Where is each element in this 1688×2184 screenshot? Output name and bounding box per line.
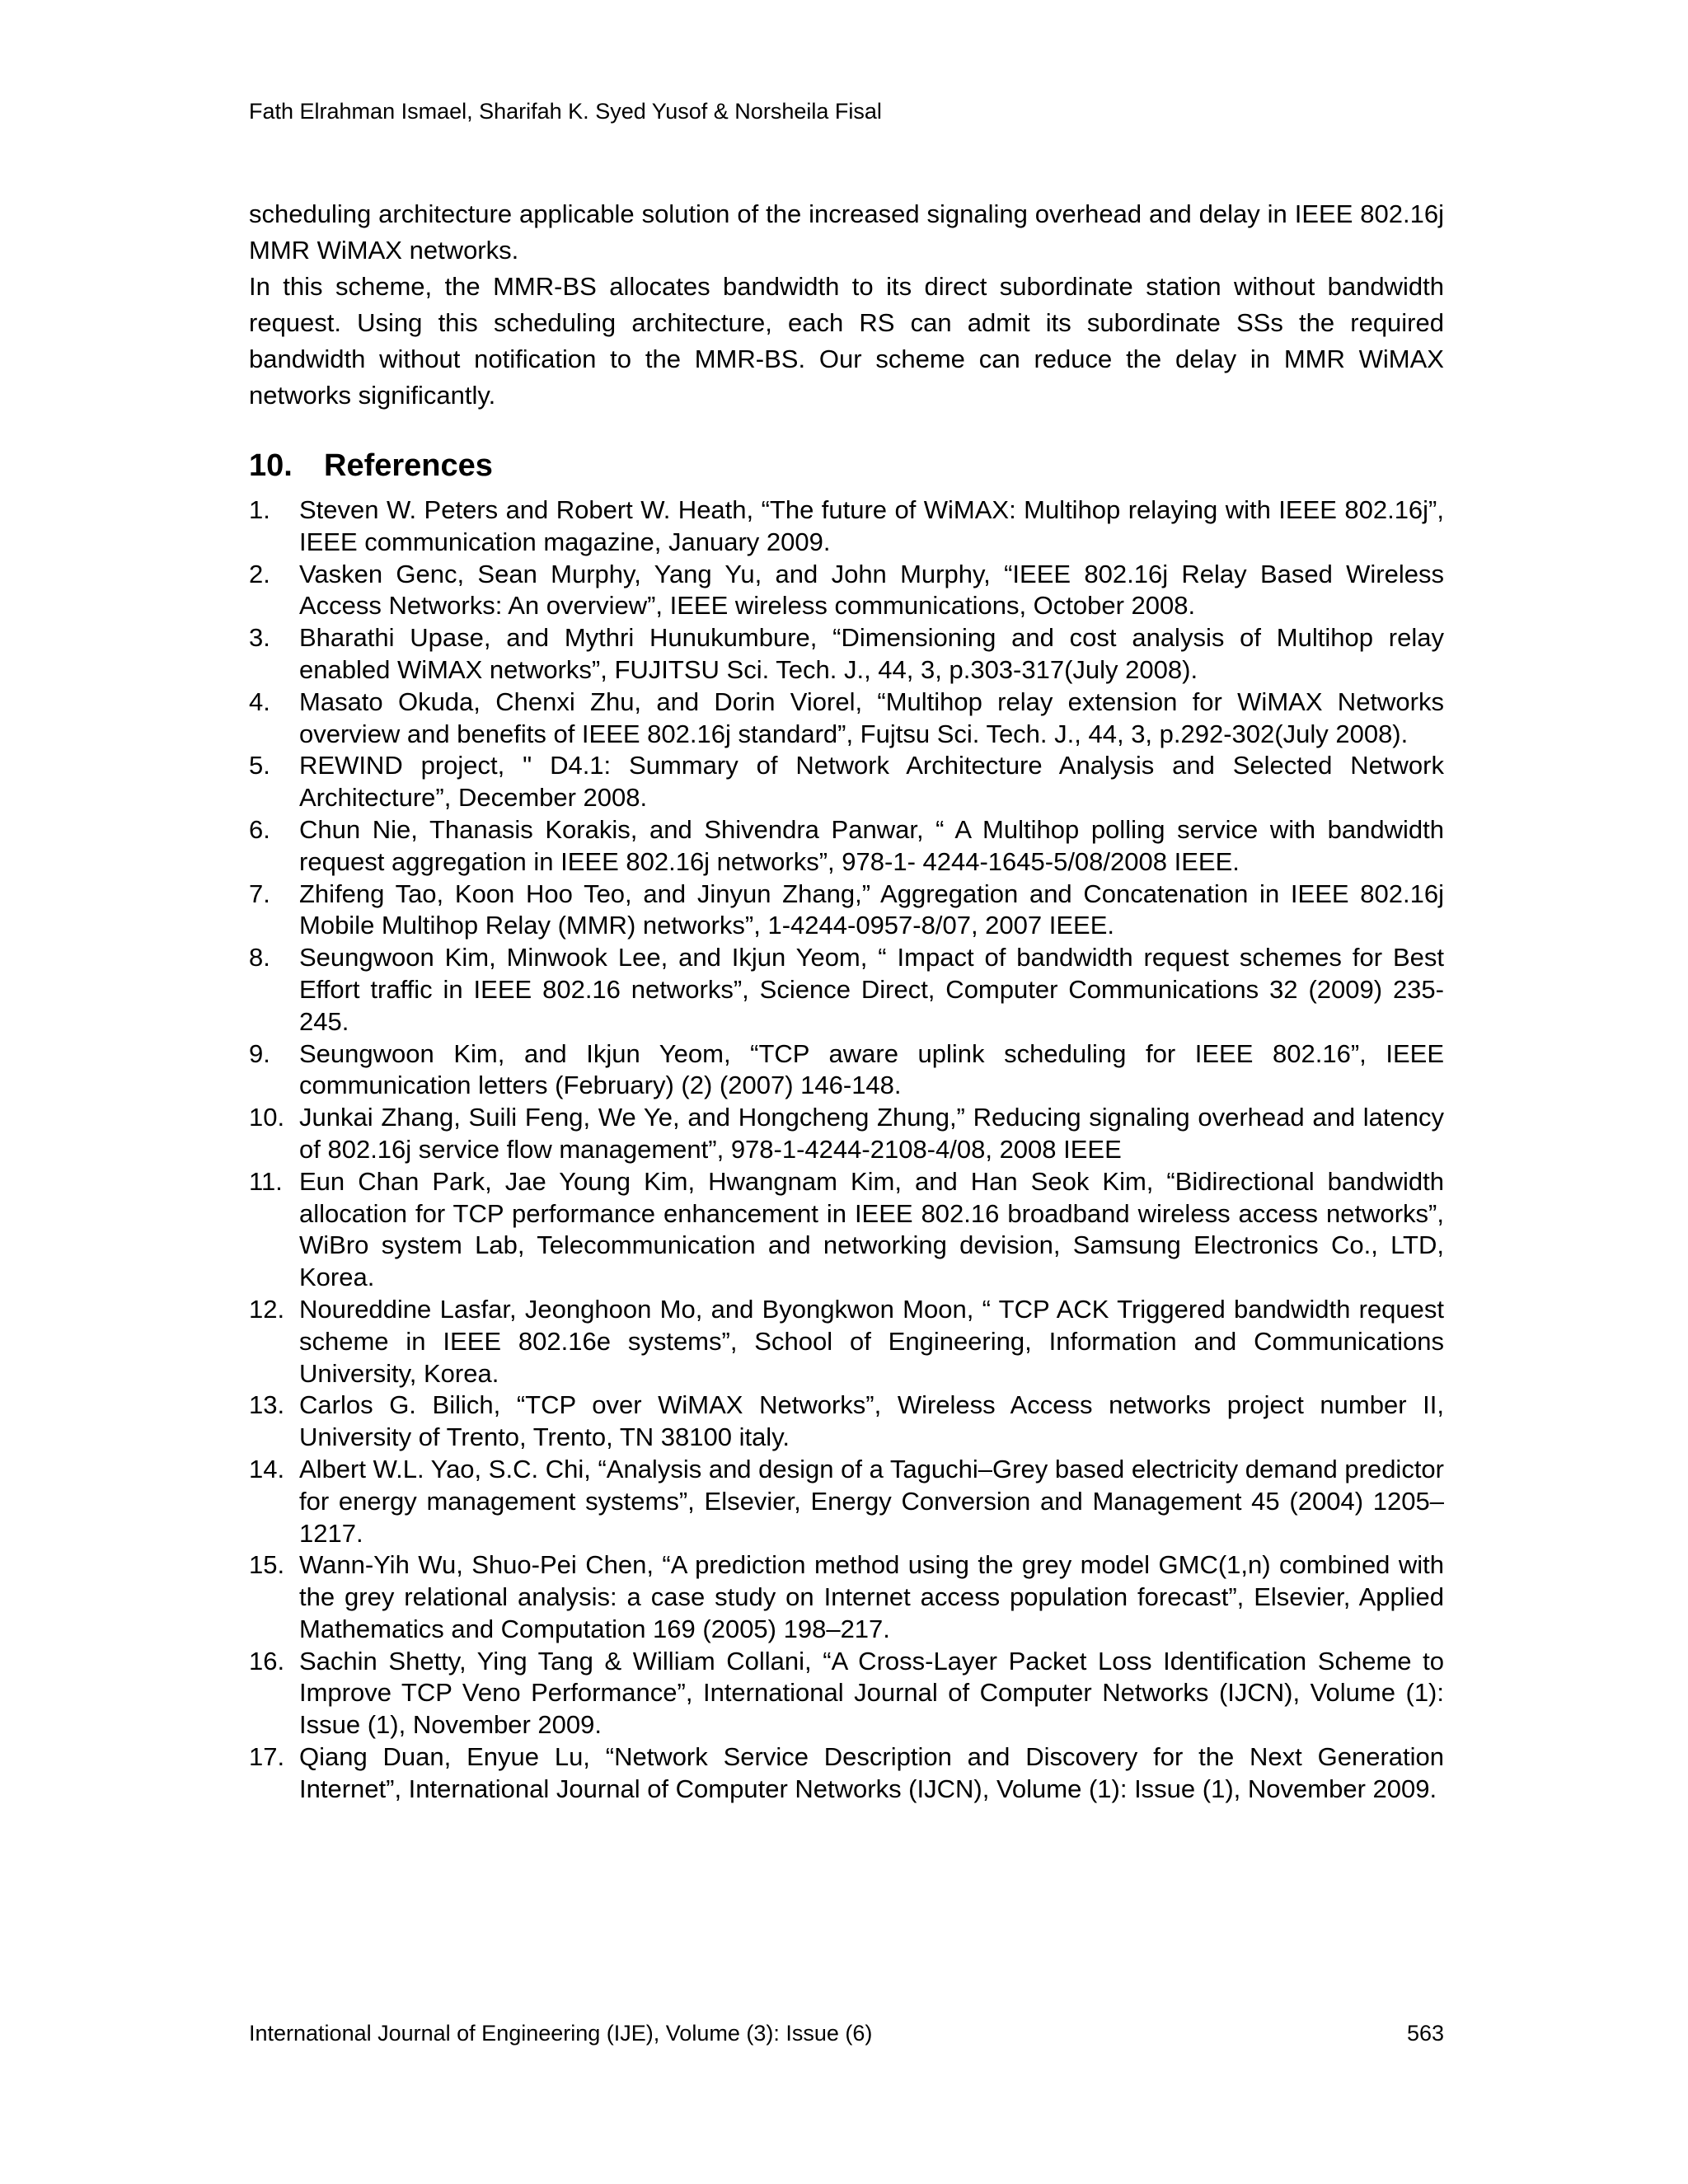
references-heading — [249, 445, 493, 486]
reference-text: Seungwoon Kim, and Ikjun Yeom, “TCP aware uplink scheduling for IEEE 802.16”, IEEE communication letters (February) (2) (2007) 146-148. — [299, 1038, 1444, 1100]
reference-number: 12. — [249, 1294, 285, 1324]
reference-text: Junkai Zhang, Suili Feng, We Ye, and Hongcheng Zhung,” Reducing signaling overhead and latency of 802.16j service flow management”, 978-1-4244-2108-4/08, 2008 IEEE — [299, 1103, 1444, 1164]
section-number: 10. — [249, 448, 293, 483]
reference-item — [249, 1549, 1444, 1645]
reference-text: Vasken Genc, Sean Murphy, Yang Yu, and John Murphy, “IEEE 802.16j Relay Based Wireless Access Networks: An overview”, IEEE wireless communications, October 2008. — [299, 559, 1444, 621]
reference-item — [249, 1294, 1444, 1390]
reference-text: Wann-Yih Wu, Shuo-Pei Chen, “A prediction method using the grey model GMC(1,n) combined with the grey relational analysis: a case study on Internet access population forecast”, Elsevier, Applied Mathematics and Computation 169 (2005) 198–217. — [299, 1550, 1444, 1643]
reference-number: 16. — [249, 1646, 285, 1675]
reference-text: Noureddine Lasfar, Jeonghoon Mo, and Byongkwon Moon, “ TCP ACK Triggered bandwidth request scheme in IEEE 802.16e systems”, School of Engineering, Information and Communications University, Korea. — [299, 1294, 1444, 1388]
reference-text: Qiang Duan, Enyue Lu, “Network Service Description and Discovery for the Next Generation Internet”, International Journal of Computer Networks (IJCN), Volume (1): Issue (1), November 2009. — [299, 1742, 1444, 1803]
reference-text: Eun Chan Park, Jae Young Kim, Hwangnam Kim, and Han Seok Kim, “Bidirectional bandwidth allocation for TCP performance enhancement in IEEE 802.16 broadband wireless access networks”, WiBro system Lab, Telecommunication and networking devision, Samsung Electronics Co., LTD, Korea. — [299, 1166, 1444, 1292]
section-title: References — [324, 448, 493, 483]
page-header: Fath Elrahman Ismael, Sharifah K. Syed Yusof & Norsheila Fisal — [249, 99, 882, 124]
reference-number: 3. — [249, 623, 270, 653]
reference-item — [249, 494, 1444, 559]
body-text — [249, 196, 1444, 414]
reference-list — [249, 494, 1444, 1806]
reference-number: 11. — [249, 1166, 283, 1196]
reference-item — [249, 1454, 1444, 1549]
reference-number: 8. — [249, 943, 270, 972]
reference-item — [249, 1166, 1444, 1294]
reference-text: Bharathi Upase, and Mythri Hunukumbure, “Dimensioning and cost analysis of Multihop relay enabled WiMAX networks”, FUJITSU Sci. Tech. J., 44, 3, p.303-317(July 2008). — [299, 623, 1444, 684]
reference-item — [249, 942, 1444, 1038]
reference-text: REWIND project, " D4.1: Summary of Network Architecture Analysis and Selected Network Architecture”, December 2008. — [299, 751, 1444, 813]
reference-number: 1. — [249, 495, 270, 524]
reference-item — [249, 1390, 1444, 1454]
page-footer — [249, 2019, 1444, 2047]
reference-number: 10. — [249, 1103, 285, 1132]
reference-number: 17. — [249, 1742, 285, 1772]
body-paragraph: In this scheme, the MMR-BS allocates bandwidth to its direct subordinate station without bandwidth request. Using this scheduling architecture, each RS can admit its subordinate SSs the required bandwidth without notification to the MMR-BS. Our scheme can reduce the delay in MMR WiMAX networks significantly. — [249, 272, 1444, 410]
reference-number: 2. — [249, 559, 270, 588]
page-number: 563 — [1406, 2021, 1444, 2046]
reference-item — [249, 750, 1444, 814]
body-paragraph: scheduling architecture applicable solution of the increased signaling overhead and delay in IEEE 802.16j MMR WiMAX networks. — [249, 199, 1444, 265]
reference-item — [249, 1102, 1444, 1166]
reference-text: Carlos G. Bilich, “TCP over WiMAX Networks”, Wireless Access networks project number II, University of Trento, Trento, TN 38100 italy. — [299, 1390, 1444, 1452]
journal-citation: International Journal of Engineering (IJE), Volume (3): Issue (6) — [249, 2021, 873, 2046]
reference-number: 6. — [249, 814, 270, 844]
reference-text: Sachin Shetty, Ying Tang & William Collani, “A Cross-Layer Packet Loss Identification Scheme to Improve TCP Veno Performance”, International Journal of Computer Networks (IJCN), Volume (1): Issue (1), November 2009. — [299, 1646, 1444, 1740]
reference-number: 5. — [249, 751, 270, 780]
reference-text: Zhifeng Tao, Koon Hoo Teo, and Jinyun Zhang,” Aggregation and Concatenation in IEEE 802.16j Mobile Multihop Relay (MMR) networks”, 1-4244-0957-8/07, 2007 IEEE. — [299, 879, 1444, 940]
reference-number: 15. — [249, 1550, 285, 1580]
reference-number: 9. — [249, 1038, 270, 1068]
reference-item — [249, 879, 1444, 943]
reference-text: Chun Nie, Thanasis Korakis, and Shivendra Panwar, “ A Multihop polling service with bandwidth request aggregation in IEEE 802.16j networks”, 978-1- 4244-1645-5/08/2008 IEEE. — [299, 814, 1444, 876]
reference-item — [249, 559, 1444, 623]
reference-text: Albert W.L. Yao, S.C. Chi, “Analysis and design of a Taguchi–Grey based electricity demand predictor for energy management systems”, Elsevier, Energy Conversion and Management 45 (2004) 1205–1217. — [299, 1454, 1444, 1548]
reference-item — [249, 687, 1444, 751]
reference-item — [249, 1038, 1444, 1103]
reference-item — [249, 1646, 1444, 1741]
reference-number: 7. — [249, 879, 270, 908]
reference-number: 14. — [249, 1454, 285, 1483]
reference-text: Steven W. Peters and Robert W. Heath, “The future of WiMAX: Multihop relaying with IEEE 802.16j”, IEEE communication magazine, January 2009. — [299, 495, 1444, 556]
reference-text: Masato Okuda, Chenxi Zhu, and Dorin Viorel, “Multihop relay extension for WiMAX Networks overview and benefits of IEEE 802.16j standard”, Fujtsu Sci. Tech. J., 44, 3, p.292-302(July 2008). — [299, 687, 1444, 748]
reference-item — [249, 622, 1444, 687]
reference-number: 4. — [249, 687, 270, 716]
reference-number: 13. — [249, 1390, 285, 1420]
reference-item — [249, 814, 1444, 879]
reference-text: Seungwoon Kim, Minwook Lee, and Ikjun Yeom, “ Impact of bandwidth request schemes for Best Effort traffic in IEEE 802.16 networks”, Science Direct, Computer Communications 32 (2009) 235-245. — [299, 943, 1444, 1036]
reference-item — [249, 1741, 1444, 1806]
